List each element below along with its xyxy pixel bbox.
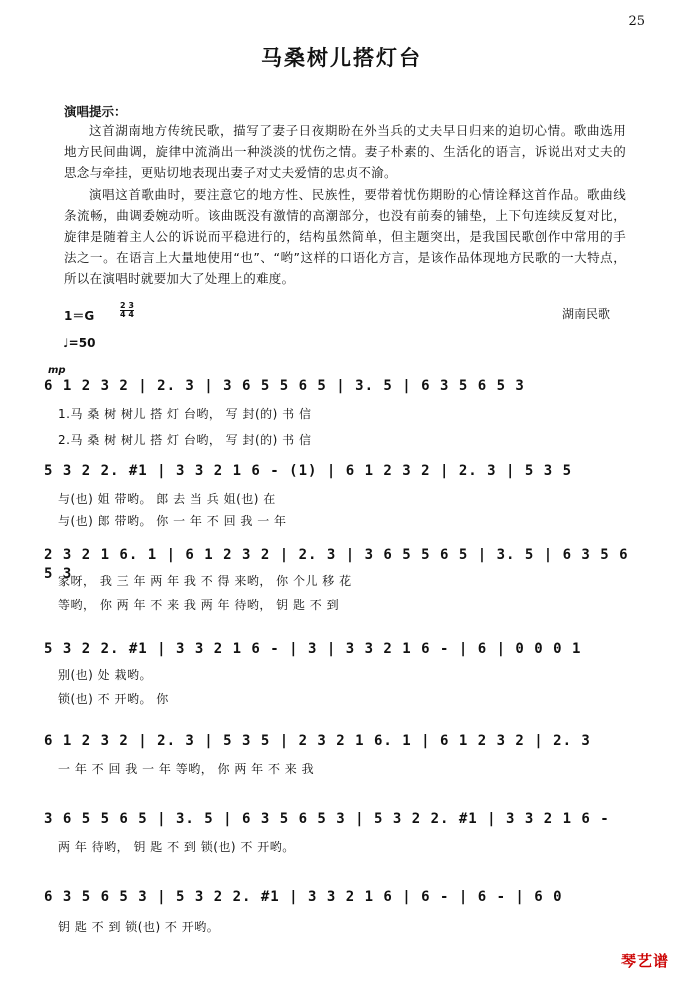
lyric-line-1: 两 年 待哟， 钥 匙 不 到 锁(也) 不 开哟。 [58,840,295,854]
lyric-line-2: 锁(也) 不 开哟。 你 [58,692,169,706]
notes-row: 5 3 2 2. #1 | 3 3 2 1 6 - (1) | 6 1 2 3 2 | 2. 3 | 5 3 5 [44,463,573,479]
notes-row: 5 3 2 2. #1 | 3 3 2 1 6 - | 3 | 3 3 2 1 6 - | 6 | 0 0 0 1 [44,641,582,657]
dynamic-marking: mp [48,365,66,376]
notes-row: 3 6 5 5 6 5 | 3. 5 | 6 3 5 6 5 3 | 5 3 2 2. #1 | 3 3 2 1 6 - [44,811,610,827]
notes-row: 6 3 5 6 5 3 | 5 3 2 2. #1 | 3 3 2 1 6 | 6 - | 6 - | 6 0 [44,889,563,905]
notes-row: 6 1 2 3 2 | 2. 3 | 5 3 5 | 2 3 2 1 6. 1 | 6 1 2 3 2 | 2. 3 [44,733,591,749]
lyric-line-1: 钥 匙 不 到 锁(也) 不 开哟。 [58,920,220,934]
lyric-line-2: 2.马 桑 树 树儿 搭 灯 台哟， 写 封(的) 书 信 [58,433,312,447]
lyric-line-1: 别(也) 处 栽哟。 [58,668,152,682]
notes-row: 2 3 2 1 6. 1 | 6 1 2 3 2 | 2. 3 | 3 6 5 5 6 5 | 3. 5 | 6 3 5 6 5 3 [44,547,629,582]
time-signature [120,302,134,319]
notes-row: 6 1 2 3 2 | 2. 3 | 3 6 5 5 6 5 | 3. 5 | 6 3 5 6 5 3 [44,378,525,394]
lyric-line-1: 一 年 不 回 我 一 年 等哟， 你 两 年 不 来 我 [58,762,315,776]
lyric-line-1: 家呀， 我 三 年 两 年 我 不 得 来哟， 你 个儿 移 花 [58,574,352,588]
song-title: 马桑树儿搭灯台 [261,46,422,70]
lyric-line-1: 与(也) 姐 带哟。 郎 去 当 兵 姐(也) 在 [58,492,276,506]
tips-paragraph-1: 这首湖南地方传统民歌，描写了妻子日夜期盼在外当兵的丈夫早日归来的迫切心情。歌曲选用地方民间曲调，旋律中流淌出一种淡淡的忧伤之情。妻子朴素的、生活化的语言，诉说出对丈夫的思念与牵挂，更贴切地表现出妻子对丈夫爱情的忠贞不渝。 [64,123,626,180]
lyric-line-1: 1.马 桑 树 树儿 搭 灯 台哟， 写 封(的) 书 信 [58,407,312,421]
lyric-line-2: 与(也) 郎 带哟。 你 一 年 不 回 我 一 年 [58,514,287,528]
tips-paragraph-2: 演唱这首歌曲时，要注意它的地方性、民族性，要带着忧伤期盼的心情诠释这首作品。歌曲线条流畅，曲调委婉动听。该曲既没有激情的高潮部分，也没有前奏的铺垫，上下句连续反复对比，旋律是随着主人公的诉说而平稳进行的，结构虽然简单，但主题突出，是我国民歌创作中常用的手法之一。在语言上大量地使用“也”、“哟”这样的口语化方言，是该作品体现地方民歌的一大特点，所以在演唱时就要加大了处理上的难度。 [64,187,626,286]
lyric-line-2: 等哟， 你 两 年 不 来 我 两 年 待哟， 钥 匙 不 到 [58,598,340,612]
page-number: 25 [628,14,645,29]
tips-heading: 演唱提示： [64,104,127,119]
tempo-marking: ♩=50 [63,336,96,350]
song-origin: 湖南民歌 [562,307,611,321]
key-signature: 1＝G [64,309,95,323]
meter-bottom: 4 4 [120,310,134,319]
meter-top: 2 3 [120,301,134,310]
site-logo: 琴艺谱 [620,952,669,970]
